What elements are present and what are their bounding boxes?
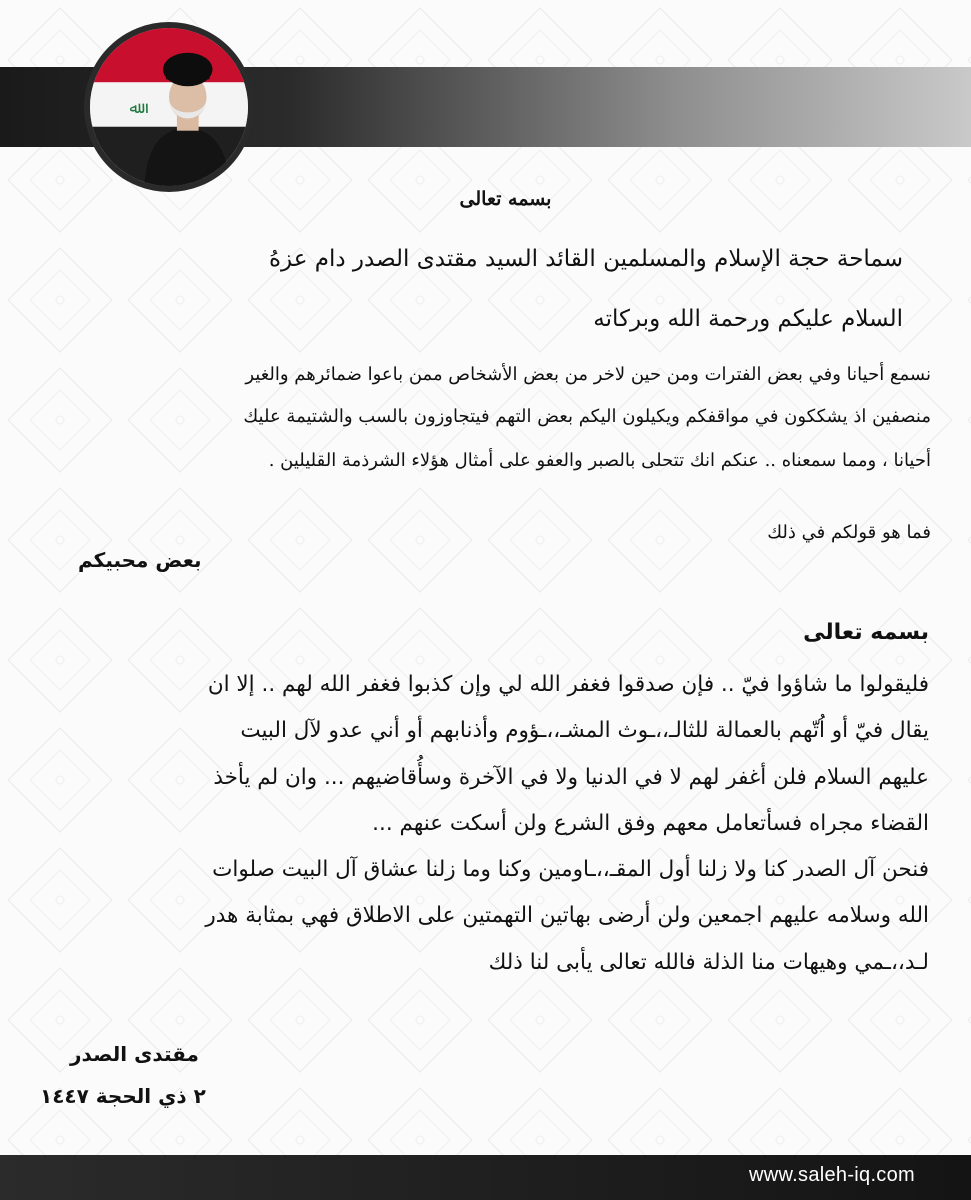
- letter-body-line: منصفين اذ يشككون في مواقفكم ويكيلون اليكم بعض التهم فيتجاوزون بالسب والشتيمة عليك: [243, 406, 931, 427]
- footer-website-link[interactable]: www.saleh-iq.com: [749, 1164, 915, 1186]
- letter-question: فما هو قولكم في ذلك: [767, 522, 931, 543]
- letter-signoff: بعض محبيكم: [78, 548, 202, 572]
- reply-line: عليهم السلام فلن أغفر لهم لا في الدنيا ولا في الآخرة وسأُقاضيهم ... وان لم يأخذ: [213, 764, 929, 790]
- reply-basmala: بسمه تعالى: [803, 620, 929, 645]
- letter-basmala: بسمه تعالى: [459, 188, 552, 210]
- reply-line: يقال فيّ أو اُتّهم بالعمالة للثالـ،،ـوث المشـ،،ـؤوم وأذنابهم أو أني عدو لآل البيت: [240, 718, 929, 744]
- letter-body-line: أحيانا ، ومما سمعناه .. عنكم انك تتحلى بالصبر والعفو على أمثال هؤلاء الشرذمة القليلين .: [268, 450, 931, 471]
- signature-name: مقتدى الصدر: [70, 1042, 199, 1066]
- reply-body: [36, 662, 929, 986]
- portrait-icon: [90, 28, 248, 186]
- reply-line: فليقولوا ما شاؤوا فيّ .. فإن صدقوا فغفر الله لي وإن كذبوا فغفر الله لهم .. إلا ان: [207, 672, 929, 697]
- letter-greeting: السلام عليكم ورحمة الله وبركاته: [593, 306, 903, 332]
- letter-address: سماحة حجة الإسلام والمسلمين القائد السيد مقتدى الصدر دام عزهُ: [268, 246, 903, 272]
- reply-line: لـد،،ـمي وهيهات منا الذلة فالله تعالى يأبى لنا ذلك: [488, 949, 929, 975]
- reply-line: الله وسلامه عليهم اجمعين ولن أرضى بهاتين التهمتين على الاطلاق فهي بمثابة هدر: [205, 903, 929, 929]
- letter-body-line: نسمع أحيانا وفي بعض الفترات ومن حين لاخر من بعض الأشخاص ممن باعوا ضمائرهم والغير: [245, 364, 931, 385]
- reply-line: القضاء مجراه فسأتعامل معهم وفق الشرع ولن أسكت عنهم ...: [372, 810, 929, 836]
- avatar: [84, 22, 254, 192]
- svg-text:ﷲ: ﷲ: [129, 97, 139, 117]
- reply-line: فنحن آل الصدر كنا ولا زلنا أول المقـ،،ـاومين وكنا وما زلنا عشاق آل البيت صلوات: [212, 857, 929, 883]
- signature-date: ٢ ذي الحجة ١٤٤٧: [40, 1084, 206, 1108]
